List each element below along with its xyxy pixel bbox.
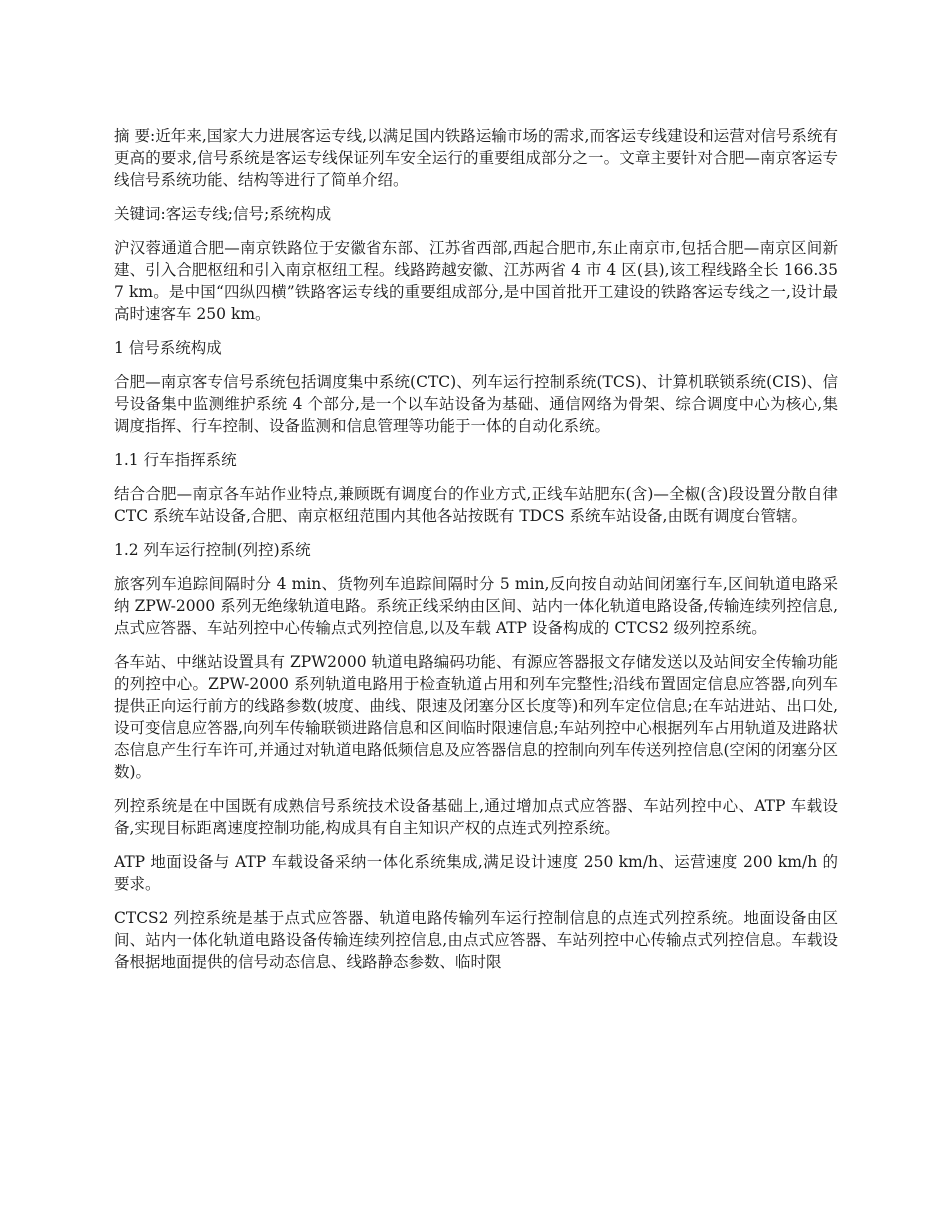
- section-1-2-paragraph-c: 列控系统是在中国既有成熟信号系统技术设备基础上,通过增加点式应答器、车站列控中心、ATP 车载设备,实现目标距离速度控制功能,构成具有自主知识产权的点连式列控系统。: [114, 797, 838, 837]
- keywords-line: 关键词:客运专线;信号;系统构成: [114, 205, 332, 223]
- document-page: [114, 125, 838, 985]
- section-1-2-paragraph-a: 旅客列车追踪间隔时分 4 min、货物列车追踪间隔时分 5 min,反向按自动站间闭塞行车,区间轨道电路采纳 ZPW-2000 系列无绝缘轨道电路。系统正线采纳由区间、站内一体化轨道电路设备,传输连续列控信息,点式应答器、车站列控中心传输点式列控信息,以及车载 ATP 设备构成的 CTCS2 级列控系统。: [114, 575, 838, 637]
- section-1-2-paragraph-d: ATP 地面设备与 ATP 车载设备采纳一体化系统集成,满足设计速度 250 km/h、运营速度 200 km/h 的要求。: [114, 853, 838, 893]
- section-1-paragraph: 合肥—南京客专信号系统包括调度集中系统(CTC)、列车运行控制系统(TCS)、计算机联锁系统(CIS)、信号设备集中监测维护系统 4 个部分,是一个以车站设备为基础、通信网络为骨架、综合调度中心为核心,集调度指挥、行车控制、设备监测和信息管理等功能于一体的自动化系统。: [114, 373, 838, 435]
- section-heading-1-1: 1.1 行车指挥系统: [114, 451, 237, 469]
- intro-paragraph: 沪汉蓉通道合肥—南京铁路位于安徽省东部、江苏省西部,西起合肥市,东止南京市,包括合肥—南京区间新建、引入合肥枢纽和引入南京枢纽工程。线路跨越安徽、江苏两省 4 市 4 区(县),该工程线路全长 166.357 km。是中国“四纵四横”铁路客运专线的重要组成部分,是中国首批开工建设的铁路客运专线之一,设计最高时速客车 250 km。: [114, 239, 838, 323]
- section-1-2-paragraph-e: CTCS2 列控系统是基于点式应答器、轨道电路传输列车运行控制信息的点连式列控系统。地面设备由区间、站内一体化轨道电路设备传输连续列控信息,由点式应答器、车站列控中心传输点式列控信息。车载设备根据地面提供的信号动态信息、线路静态参数、临时限: [114, 909, 838, 971]
- section-1-1-paragraph: 结合合肥—南京各车站作业特点,兼顾既有调度台的作业方式,正线车站肥东(含)—全椒(含)段设置分散自律 CTC 系统车站设备,合肥、南京枢纽范围内其他各站按既有 TDCS 系统车站设备,由既有调度台管辖。: [114, 485, 838, 525]
- abstract-paragraph: 摘 要:近年来,国家大力进展客运专线,以满足国内铁路运输市场的需求,而客运专线建设和运营对信号系统有更高的要求,信号系统是客运专线保证列车安全运行的重要组成部分之一。文章主要针对合肥—南京客运专线信号系统功能、结构等进行了简单介绍。: [114, 127, 838, 189]
- section-heading-1: 1 信号系统构成: [114, 339, 222, 357]
- section-heading-1-2: 1.2 列车运行控制(列控)系统: [114, 541, 311, 559]
- section-1-2-paragraph-b: 各车站、中继站设置具有 ZPW2000 轨道电路编码功能、有源应答器报文存储发送以及站间安全传输功能的列控中心。ZPW-2000 系列轨道电路用于检查轨道占用和列车完整性;沿线布置固定信息应答器,向列车提供正向运行前方的线路参数(坡度、曲线、限速及闭塞分区长度等)和列车定位信息;在车站进站、出口处,设可变信息应答器,向列车传输联锁进路信息和区间临时限速信息;车站列控中心根据列车占用轨道及进路状态信息产生行车许可,并通过对轨道电路低频信息及应答器信息的控制向列车传送列控信息(空闲的闭塞分区数)。: [114, 653, 838, 781]
